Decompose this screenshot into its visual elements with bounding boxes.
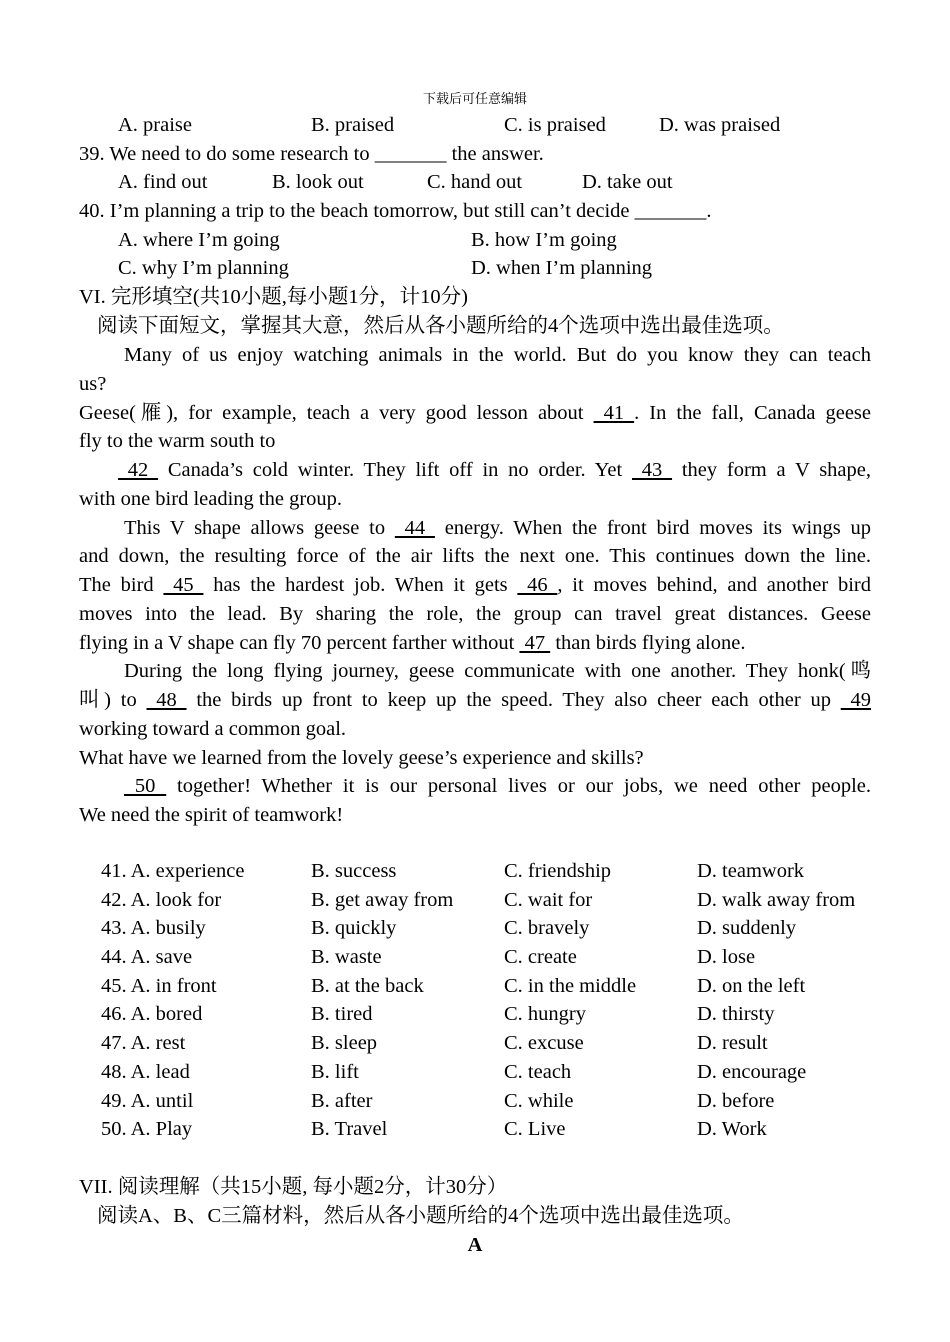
passage-line: What have we learned from the lovely geese’s experience and skills?	[79, 747, 644, 769]
choice-row-45	[101, 972, 901, 1001]
option-b: B. how I’m going	[471, 229, 617, 251]
passage-line: 50 together! Whether it is our personal lives or our jobs, we need other people.	[124, 775, 871, 797]
option-a: A. where I’m going	[118, 229, 280, 251]
section-6-instruction: 阅读下面短文，掌握其大意，然后从各小题所给的4个选项中选出最佳选项。	[97, 315, 784, 337]
choice-b: B. get away from	[311, 888, 454, 911]
passage-line: flying in a V shape can fly 70 percent farther without 47 than birds flying alone.	[79, 632, 746, 654]
choice-a: 45. A. in front	[101, 974, 217, 997]
part-label: A	[467, 1234, 483, 1256]
choice-d: D. result	[697, 1032, 768, 1055]
section-6-title: VI. 完形填空(共10小题,每小题1分，计10分)	[79, 286, 468, 308]
choice-row-46	[101, 1000, 901, 1029]
choice-b: B. lift	[311, 1060, 359, 1083]
passage-line: with one bird leading the group.	[79, 488, 343, 510]
choice-row-43	[101, 914, 901, 943]
choice-d: D. lose	[697, 946, 756, 969]
passage-line: moves into the lead. By sharing the role, the group can travel great distances. Geese	[79, 603, 871, 625]
choice-row-42	[101, 886, 901, 915]
option-d: D. was praised	[659, 114, 781, 136]
passage-line: working toward a common goal.	[79, 718, 347, 740]
choice-c: C. in the middle	[504, 974, 637, 997]
blank-43: 43	[632, 459, 673, 481]
choice-b: B. quickly	[311, 917, 397, 940]
choice-c: C. wait for	[504, 888, 593, 911]
answer-blank: _______	[374, 143, 447, 165]
choice-a: 43. A. busily	[101, 917, 206, 940]
choice-b: B. after	[311, 1089, 373, 1112]
choice-b: B. at the back	[311, 974, 424, 997]
passage-line: us?	[79, 373, 107, 395]
choice-c: C. hungry	[504, 1003, 586, 1026]
choice-a: 44. A. save	[101, 946, 193, 969]
choice-c: C. excuse	[504, 1032, 584, 1055]
choice-c: C. bravely	[504, 917, 590, 940]
passage-line: During the long flying journey, geese communicate with one another. They honk(鸣	[124, 660, 871, 682]
blank-47: 47	[519, 632, 551, 654]
choice-row-49	[101, 1087, 901, 1116]
choice-a: 42. A. look for	[101, 888, 222, 911]
blank-44: 44	[394, 517, 435, 539]
cloze-choices	[101, 857, 901, 1144]
choice-a: 47. A. rest	[101, 1032, 186, 1055]
option-a: A. find out	[118, 171, 208, 193]
blank-41: 41	[593, 402, 635, 424]
passage-line: Geese(雁), for example, teach a very good lesson about 41 . In the fall, Canada geese	[79, 402, 871, 424]
passage-line: fly to the warm south to	[79, 430, 276, 452]
blank-49: 49	[840, 689, 872, 711]
choice-a: 50. A. Play	[101, 1118, 193, 1141]
choice-b: B. sleep	[311, 1032, 378, 1055]
choice-d: D. teamwork	[697, 860, 805, 882]
choice-b: B. tired	[311, 1003, 373, 1026]
passage-line: This V shape allows geese to 44 energy. When the front bird moves its wings up	[124, 517, 871, 539]
choice-d: D. thirsty	[697, 1003, 775, 1026]
choice-row-48	[101, 1058, 901, 1087]
option-d: D. take out	[582, 171, 673, 193]
choice-c: C. create	[504, 946, 577, 969]
choice-b: B. Travel	[311, 1118, 388, 1141]
blank-50: 50	[124, 775, 167, 797]
choice-d: D. walk away from	[697, 888, 856, 911]
option-c: C. hand out	[427, 171, 523, 193]
passage-line: 42 Canada’s cold winter. They lift off in no order. Yet 43 they form a V shape,	[118, 459, 872, 481]
passage-line: and down, the resulting force of the air lifts the next one. This continues down the line.	[79, 545, 871, 567]
choice-d: D. Work	[697, 1118, 767, 1141]
passage-line: The bird 45 has the hardest job. When it gets 46 , it moves behind, and another bird	[79, 574, 871, 596]
passage-line: 叫) to 48 the birds up front to keep up the speed. They also cheer each other up 49	[79, 689, 872, 711]
choice-d: D. suddenly	[697, 917, 797, 940]
choice-c: C. friendship	[504, 860, 612, 882]
choice-row-47	[101, 1029, 901, 1058]
choice-row-50	[101, 1115, 901, 1144]
blank-42: 42	[118, 459, 159, 481]
blank-48: 48	[146, 689, 187, 711]
page-header: 下载后可任意编辑	[422, 91, 527, 106]
choice-c: C. teach	[504, 1060, 572, 1083]
blank-45: 45	[163, 574, 204, 596]
choice-c: C. while	[504, 1089, 574, 1112]
choice-a: 48. A. lead	[101, 1060, 190, 1083]
passage-line: Many of us enjoy watching animals in the world. But do you know they can teach	[124, 344, 871, 366]
choice-a: 46. A. bored	[101, 1003, 203, 1026]
choice-d: D. before	[697, 1089, 775, 1112]
passage-line: We need the spirit of teamwork!	[79, 804, 344, 826]
section-7-instruction: 阅读A、B、C三篇材料，然后从各小题所给的4个选项中选出最佳选项。	[97, 1205, 744, 1227]
blank-46: 46	[517, 574, 558, 596]
section-7-title: VII. 阅读理解（共15小题, 每小题2分，计30分）	[79, 1176, 508, 1198]
choice-d: D. on the left	[697, 974, 806, 997]
choice-d: D. encourage	[697, 1060, 807, 1083]
choice-row-44	[101, 943, 901, 972]
question-39: 39. We need to do some research to _______ the answer.	[79, 143, 544, 165]
option-c: C. why I’m planning	[118, 257, 289, 279]
choice-c: C. Live	[504, 1118, 566, 1141]
question-40: 40. I’m planning a trip to the beach tomorrow, but still can’t decide _______.	[79, 200, 712, 222]
option-b: B. praised	[311, 114, 395, 136]
option-c: C. is praised	[504, 114, 606, 136]
option-d: D. when I’m planning	[471, 257, 653, 279]
choice-b: B. success	[311, 860, 397, 882]
choice-b: B. waste	[311, 946, 382, 969]
option-b: B. look out	[272, 171, 364, 193]
choice-row-41	[101, 857, 901, 886]
option-a: A. praise	[118, 114, 193, 136]
choice-a: 41. A. experience	[101, 860, 245, 882]
choice-a: 49. A. until	[101, 1089, 194, 1112]
